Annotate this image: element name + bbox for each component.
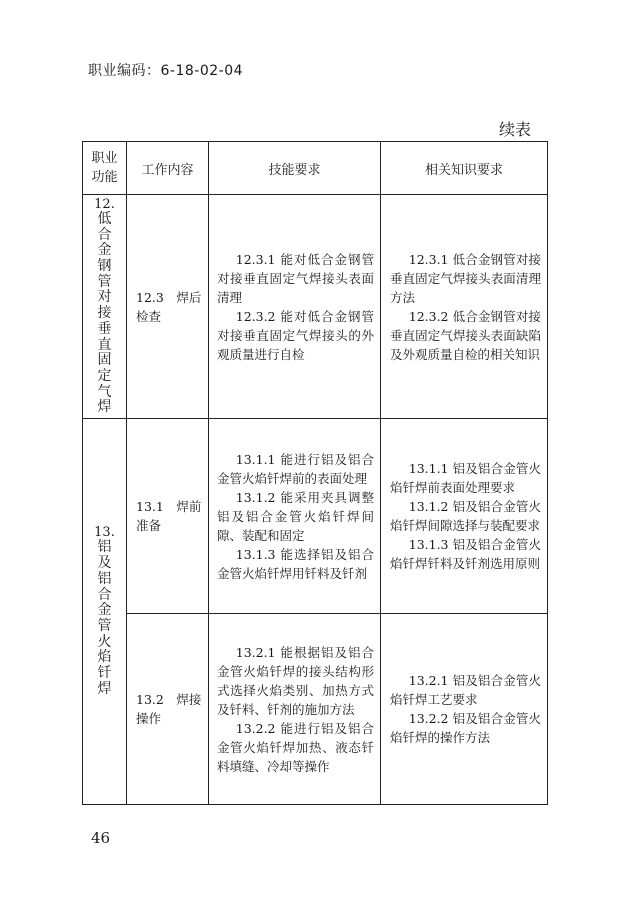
occupation-code: 职业编码：6-18-02-04 [88, 63, 244, 79]
knowledge-cell [381, 195, 548, 419]
work-content-cell [127, 614, 209, 805]
skill-item: 12.3.1 能对低合金钢管对接垂直固定气焊接头表面清理 [217, 251, 374, 305]
work-content: 12.3 焊后检查 [136, 289, 202, 324]
table-row [83, 419, 548, 614]
function-cell-12 [83, 195, 127, 419]
knowledge-item: 13.1.3 铝及铝合金管火焰钎焊钎料及钎剂选用原则 [390, 537, 541, 571]
skill-cell [209, 195, 381, 419]
skill-cell [209, 419, 381, 614]
skill-item: 13.1.1 能进行铝及铝合金管火焰钎焊前的表面处理 [217, 451, 374, 486]
work-content-cell [127, 419, 209, 614]
function-title: 低合金钢管对接垂直固定气焊 [97, 210, 112, 416]
continued-label: 续表 [499, 120, 532, 139]
work-content: 13.2 焊接操作 [136, 692, 202, 726]
skills-table [82, 141, 548, 805]
knowledge-item: 13.1.2 铝及铝合金管火焰钎焊间隙选择与装配要求 [390, 499, 541, 533]
header-work: 工作内容 [127, 142, 209, 195]
knowledge-item: 13.2.1 铝及铝合金管火焰钎焊工艺要求 [390, 673, 541, 707]
skill-item: 13.1.3 能选择铝及铝合金管火焰钎焊用钎料及钎剂 [217, 546, 374, 581]
skill-cell [209, 614, 381, 805]
function-number: 12. [94, 196, 115, 212]
header-function: 职业功能 [83, 142, 127, 195]
skill-item: 13.1.2 能采用夹具调整铝及铝合金管火焰钎焊间隙、装配和固定 [217, 489, 374, 543]
skill-item: 13.2.2 能进行铝及铝合金管火焰钎焊加热、液态钎料填缝、冷却等操作 [217, 720, 374, 774]
table-header-row [83, 142, 548, 195]
table-row [83, 614, 548, 805]
knowledge-cell [381, 419, 548, 614]
skill-item: 13.2.1 能根据铝及铝合金管火焰钎焊的接头结构形式选择火焰类别、加热方式及钎料、钎剂的施加方法 [217, 644, 374, 717]
knowledge-cell [381, 614, 548, 805]
page-number: 46 [91, 829, 111, 847]
skill-item: 12.3.2 能对低合金钢管对接垂直固定气焊接头的外观质量进行自检 [217, 308, 374, 362]
knowledge-item: 12.3.1 低合金钢管对接垂直固定气焊接头表面清理方法 [390, 251, 541, 305]
work-content-cell [127, 195, 209, 419]
header-skill: 技能要求 [209, 142, 381, 195]
header-knowledge: 相关知识要求 [381, 142, 548, 195]
knowledge-item: 12.3.2 低合金钢管对接垂直固定气焊接头表面缺陷及外观质量自检的相关知识 [390, 308, 541, 362]
function-title: 铝及铝合金管火焰钎焊 [97, 539, 112, 697]
function-number: 13. [94, 525, 115, 541]
knowledge-item: 13.1.1 铝及铝合金管火焰钎焊前表面处理要求 [390, 461, 541, 495]
table-row [83, 195, 548, 419]
function-cell-13 [83, 419, 127, 805]
knowledge-item: 13.2.2 铝及铝合金管火焰钎焊的操作方法 [390, 711, 541, 745]
work-content: 13.1 焊前准备 [136, 499, 202, 533]
